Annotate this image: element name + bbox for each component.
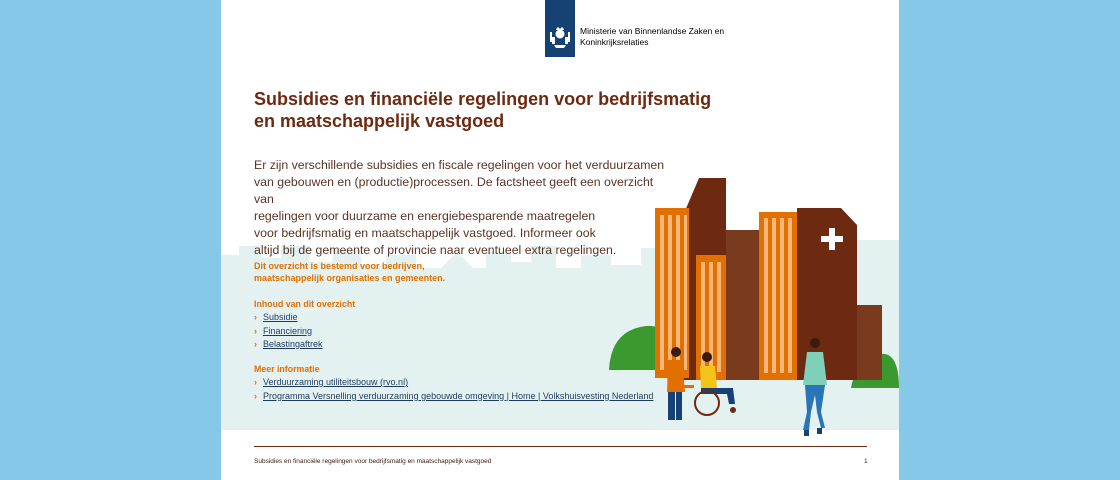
- buildings-illustration: [221, 0, 899, 480]
- intro-line: voor bedrijfsmatig en maatschappelijk vastgoed. Informeer ook: [254, 226, 596, 240]
- page-number: 1: [864, 458, 868, 465]
- intro-line: altijd bij de gemeente of provincie naar eventueel extra regelingen.: [254, 243, 617, 257]
- link-belastingaftrek[interactable]: Belastingaftrek: [263, 339, 323, 349]
- more-info-heading: Meer informatie: [254, 364, 320, 374]
- audience-line2: maatschappelijk organisaties en gemeenten.: [254, 273, 446, 283]
- footer-divider: [254, 446, 867, 447]
- chevron-right-icon: ›: [254, 377, 257, 387]
- audience-line1: Dit overzicht is bestemd voor bedrijven,: [254, 261, 425, 271]
- intro-line: Er zijn verschillende subsidies en fiscale regelingen voor het verduurzamen: [254, 158, 665, 172]
- chevron-right-icon: ›: [254, 339, 257, 349]
- contents-heading: Inhoud van dit overzicht: [254, 299, 356, 309]
- chevron-right-icon: ›: [254, 312, 257, 322]
- link-financiering[interactable]: Financiering: [263, 325, 313, 336]
- ministry-name-line2: Koninkrijksrelaties: [580, 37, 649, 47]
- link-rvo[interactable]: Verduurzaming utiliteitsbouw (rvo.nl): [263, 377, 409, 387]
- footer-title: Subsidies en financiële regelingen voor bedrijfsmatig en maatschappelijk vastgoed: [254, 458, 492, 465]
- chevron-right-icon: ›: [254, 325, 257, 336]
- page-title-line1: Subsidies en financiële regelingen voor bedrijfsmatig: [254, 89, 712, 109]
- link-subsidie[interactable]: Subsidie: [263, 312, 298, 322]
- link-programma-versnelling[interactable]: Programma Versnelling verduurzaming gebouwde omgeving | Home | Volkshuisvesting Nederland: [263, 390, 654, 401]
- page-title-line2: en maatschappelijk vastgoed: [254, 111, 505, 131]
- ministry-name-line1: Ministerie van Binnenlandse Zaken en: [580, 26, 725, 36]
- chevron-right-icon: ›: [254, 390, 257, 401]
- factsheet-page: [221, 0, 899, 480]
- intro-line: van gebouwen en (productie)processen. De factsheet geeft een overzicht van: [254, 175, 654, 206]
- intro-line: regelingen voor duurzame en energiebesparende maatregelen: [254, 209, 596, 223]
